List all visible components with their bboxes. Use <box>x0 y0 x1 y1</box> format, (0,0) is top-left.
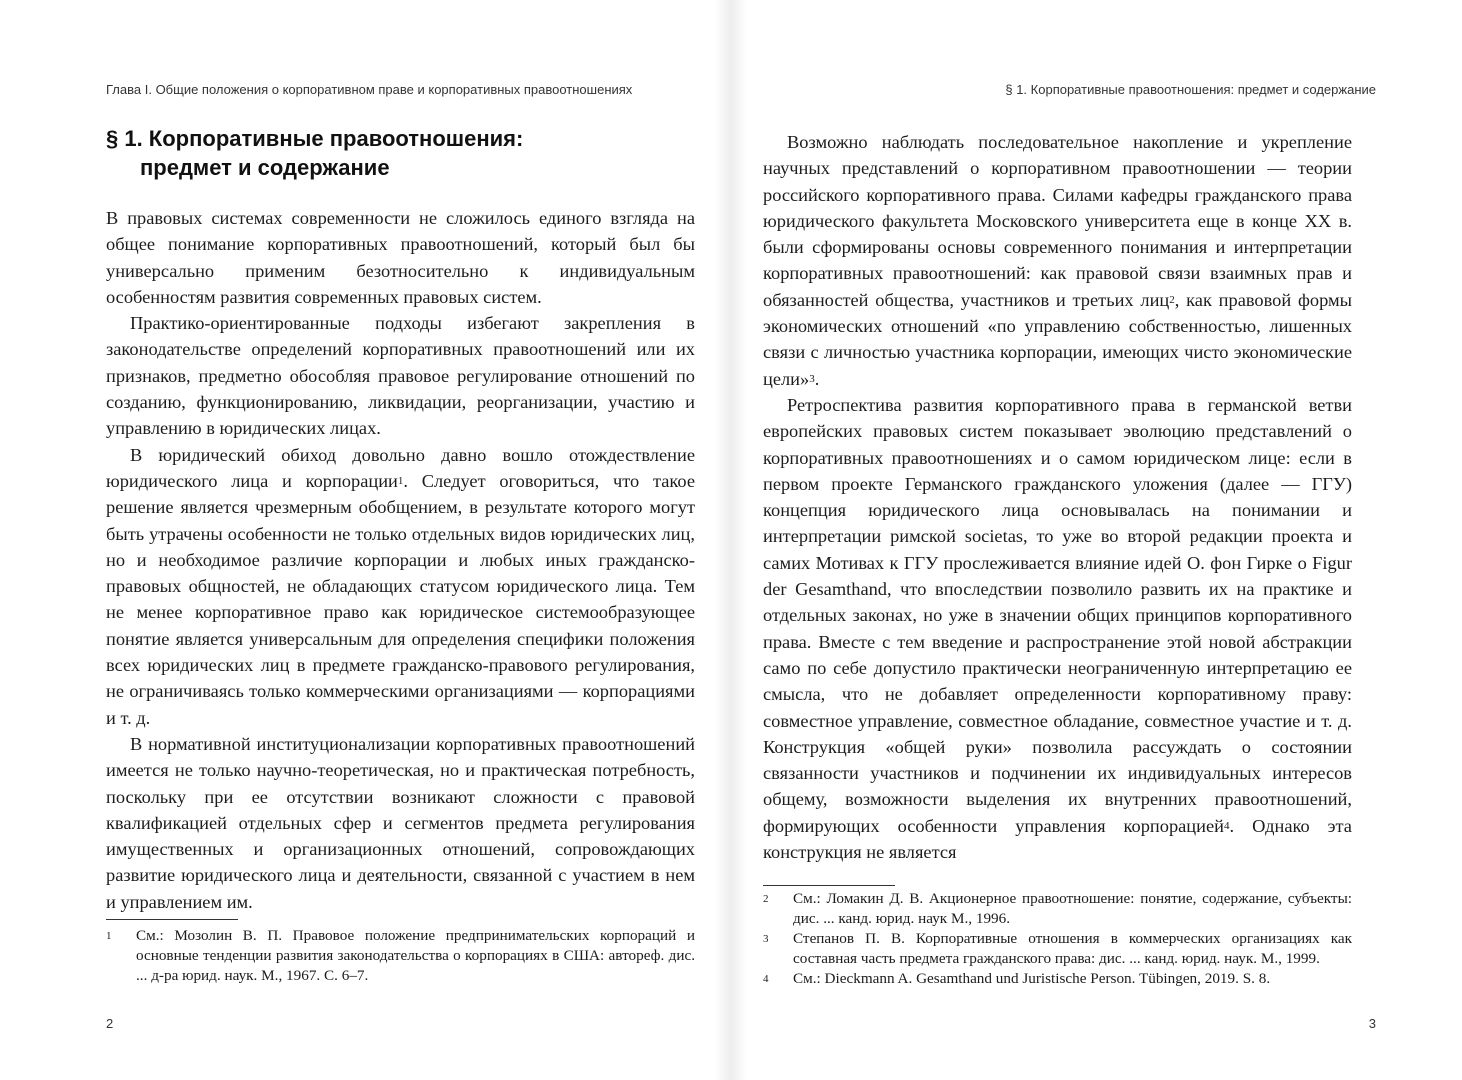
paragraph-text: Возможно наблюдать последовательное накопление и укрепление научных представлений о корпоративном правоотношении — теории российского корпоративного права. Силами кафедры гражданского права юридического факультета Московского университета еще в конце XX в. были сформированы основы современного понимания и интерпретации корпоративных правоотношений: как правовой связи взаимных прав и обязанностей общества, участников и третьих лиц <box>763 132 1352 310</box>
paragraph: Практико-ориентированные подходы избегают закрепления в законодательстве определений корпоративных правоотношений или их признаков, предметно обособляя правовое регулирование отношений по созданию, функционированию, ликвидации, реорганизации, участию и управлению в юридических лицах. <box>106 313 695 439</box>
footnote-number: 3 <box>763 933 769 945</box>
paragraph <box>106 442 695 731</box>
footnote-number: 1 <box>106 930 112 942</box>
book-gutter-shadow <box>715 0 747 1080</box>
footnote-ref-1[interactable]: 1 <box>397 474 404 487</box>
footnote-text: Степанов П. В. Корпоративные отношения в коммерческих организациях как составная часть предмета гражданского права: дис. ... канд. юрид. наук. М., 1999. <box>793 930 1352 967</box>
running-head-right: § 1. Корпоративные правоотношения: предмет и содержание <box>1005 82 1376 97</box>
paragraph-text: . <box>814 368 820 389</box>
paragraph-text: . Однако эта конструкция не является <box>763 815 1352 863</box>
footnote-text: См.: Мозолин В. П. Правовое положение предпринимательских корпораций и основные тенденции развития законодательства о корпорациях в США: автореф. дис. ... д-ра юрид. наук. М., 1967. С. 6–7. <box>136 927 695 984</box>
footnote-divider <box>106 919 238 920</box>
footnotes-left <box>106 926 695 986</box>
footnotes-right <box>763 889 1352 989</box>
footnote <box>763 929 1352 969</box>
paragraph-text: Ретроспектива развития корпоративного права в германской ветви европейских правовых систем показывает эволюцию представлений о корпоративных правоотношениях и о самом юридическом лице: если в первом проекте Германского гражданского уложения (далее — ГГУ) концепция юридического лица основывалась на понимании и интерпретации римской societas, то уже во второй редакции проекта и самих Мотивах к ГГУ прослеживается влияние идей О. фон Гирке о Figur der Gesamthand, что впоследствии позволило развить их на практике и отдельных законах, но уже в значении общих принципов корпоративного права. Вместе с тем введение и распространение этой новой абстракции само по себе допустило практически неограниченную интерпретацию ее смысла, что не добавляет определенности корпоративному праву: совместное управление, совместное обладание, совместное участие и т. д. Конструкция «общей руки» позволила рассуждать о состоянии связанности участников и подчинении их индивидуальных интересов общему, возможности выделения их внутренних правоотношений, формирующих особенности управления корпорацией <box>763 394 1352 836</box>
paragraph-text: , как правовой формы экономических отношений «по управлению собственностью, лишенных связи с личностью участника корпорации, имеющих чисто экономические цели» <box>763 289 1352 389</box>
page-number-right: 3 <box>1368 1016 1376 1031</box>
footnote <box>106 926 695 986</box>
page-number-left: 2 <box>106 1016 114 1031</box>
paragraph <box>763 129 1352 392</box>
paragraph: В правовых системах современности не сложилось единого взгляда на общее понимание корпоративных правоотношений, который был бы универсально применим безотносительно к индивидуальным особенностям развития современных правовых систем. <box>106 208 695 307</box>
footnote-number: 4 <box>763 973 769 985</box>
left-body-text <box>106 205 695 915</box>
running-head-left: Глава I. Общие положения о корпоративном праве и корпоративных правоотношениях <box>106 82 633 97</box>
right-body-text <box>763 129 1352 865</box>
footnote-text: См.: Ломакин Д. В. Акционерное правоотношение: понятие, содержание, субъекты: дис. ... канд. юрид. наук М., 1996. <box>793 890 1352 927</box>
section-title <box>106 124 523 182</box>
footnote-ref-2[interactable]: 2 <box>1169 293 1175 306</box>
paragraph <box>763 392 1352 865</box>
section-title-line-1: § 1. Корпоративные правоотношения: <box>106 126 524 151</box>
footnote-divider <box>763 885 895 886</box>
footnote <box>763 889 1352 929</box>
paragraph-text: В юридический обиход довольно давно вошло отождествление юридического лица и корпорации <box>106 444 695 491</box>
footnote <box>763 969 1352 989</box>
footnote-number: 2 <box>763 893 769 905</box>
right-page <box>731 0 1462 1080</box>
paragraph-text: . Следует оговориться, что такое решение является чрезмерным обобщением, в результате которого могут быть утрачены особенности не только отдельных видов юридических лиц, но и необходимое различие корпорации и любых иных гражданско-правовых общностей, не обладающих статусом юридического лица. Тем не менее корпоративное право как юридическое системообразующее понятие является универсальным для определения специфики положения всех юридических лиц в предмете гражданско-правового регулирования, не ограничиваясь только коммерческими организациями — корпорациями и т. д. <box>106 470 695 728</box>
footnote-ref-4[interactable]: 4 <box>1224 819 1230 832</box>
section-title-line-2: предмет и содержание <box>140 155 390 180</box>
paragraph: В нормативной институционализации корпоративных правоотношений имеется не только научно-теоретическая, но и практическая потребность, поскольку при ее отсутствии возникают сложности с правовой квалификацией отдельных сфер и сегментов предмета регулирования имущественных и организационных отношений, сопровождающих развитие юридического лица и деятельности, связанной с участием в нем и управлением им. <box>106 733 695 912</box>
footnote-ref-3[interactable]: 3 <box>809 372 815 385</box>
footnote-text: См.: Dieckmann A. Gesamthand und Juristische Person. Tübingen, 2019. S. 8. <box>793 970 1271 987</box>
